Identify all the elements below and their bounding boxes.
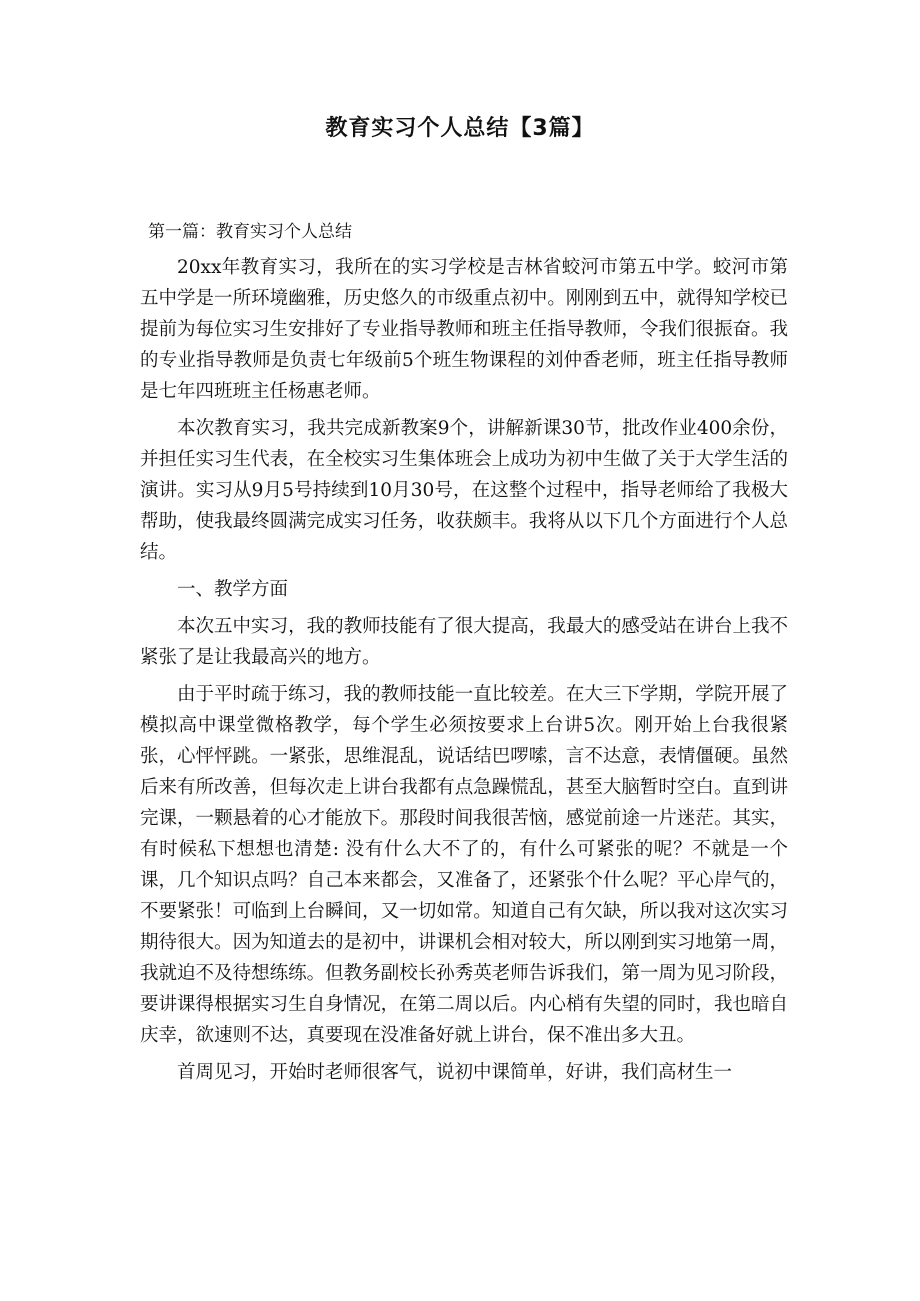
section-heading: 第一篇：教育实习个人总结 [148,222,352,242]
paragraph-intro: 20xx年教育实习，我所在的实习学校是吉林省蛟河市第五中学。蛟河市第五中学是一所环境幽雅，历史悠久的市级重点初中。刚刚到五中，就得知学校已提前为每位实习生安排好了专业指导教师和班主任指导教师，令我们很振奋。我的专业指导教师是负责七年级前5个班生物课程的刘仲香老师，班主任指导教师是七年四班班主任杨惠老师。 [140,257,788,402]
document-body [140,217,788,1094]
subheading-teaching: 一、教学方面 [177,579,289,600]
paragraph-teaching-2: 由于平时疏于练习，我的教师技能一直比较差。在大三下学期，学院开展了模拟高中课堂微格教学，每个学生必须按要求上台讲5次。刚开始上台我很紧张，心怦怦跳。一紧张，思维混乱，说话结巴啰嗦，言不达意，表情僵硬。虽然后来有所改善，但每次走上讲台我都有点急躁慌乱，甚至大脑暂时空白。直到讲完课，一颗悬着的心才能放下。那段时间我很苦恼，感觉前途一片迷茫。其实，有时候私下想想也清楚: 没有什么大不了的，有什么可紧张的呢？不就是一个课，几个知识点吗？自己本来都会，又准备了，还紧张个什么呢？平心岸气的，不要紧张！可临到上台瞬间，又一切如常。知道自己有欠缺，所以我对这次实习期待很大。因为知道去的是初中，讲课机会相对较大，所以刚到实习地第一周，我就迫不及待想练练。但教务副校长孙秀英老师告诉我们，第一周为见习阶段，要讲课得根据实习生自身情况，在第二周以后。内心梢有失望的同时，我也暗自庆幸，欲速则不达，真要现在没准备好就上讲台，保不准出多大丑。 [140,684,788,1046]
document-title: 教育实习个人总结【3篇】 [325,116,595,141]
paragraph-teaching-1: 本次五中实习，我的教师技能有了很大提高，我最大的感受站在讲台上我不紧张了是让我最高兴的地方。 [140,616,788,668]
paragraph-teaching-3: 首周见习，开始时老师很客气，说初中课简单，好讲，我们高材生一 [177,1062,733,1083]
paragraph-summary: 本次教育实习，我共完成新教案9个，讲解新课30节，批改作业400余份，并担任实习生代表，在全校实习生集体班会上成功为初中生做了关于大学生活的演讲。实习从9月5号持续到10月30号，在这整个过程中，指导老师给了我极大帮助，使我最终圆满完成实习任务，收获颇丰。我将从以下几个方面进行个人总结。 [140,418,788,563]
